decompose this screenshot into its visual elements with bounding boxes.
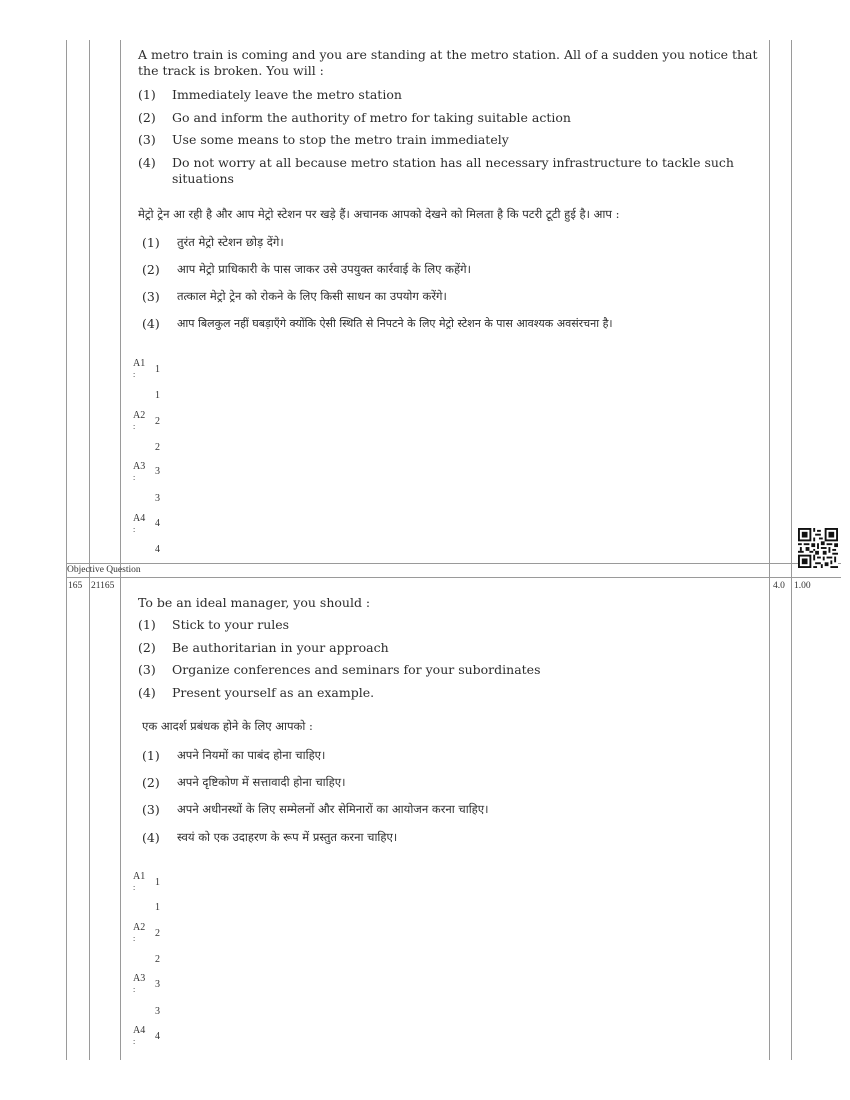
q1-prompt-line-1: A metro train is coming and you are standing at the metro station. All of a sudden you notice that <box>138 47 758 62</box>
q2-answer-2-colon: : <box>133 934 136 943</box>
q1-option-1-text: Immediately leave the metro station <box>172 87 402 102</box>
q2-answer-3-colon: : <box>133 985 136 994</box>
q1-hi-option-3-number: (3) <box>142 289 160 304</box>
q2-option-1-number: (1) <box>138 617 156 632</box>
col-line-5 <box>791 40 792 1060</box>
q1-option-4-text: Do not worry at all because metro station has all necessary infrastructure to tackle such <box>172 155 734 170</box>
q1-answer-2-colon: : <box>133 422 136 431</box>
q2-option-1-text: Stick to your rules <box>172 617 290 632</box>
q2-prompt: To be an ideal manager, you should : <box>138 595 371 610</box>
q2-answer-1-colon: : <box>133 883 136 892</box>
q2-hi-option-1-number: (1) <box>142 748 160 763</box>
q1-hi-option-4-text: आप बिलकुल नहीं घबड़ाएँगे क्योंकि ऐसी स्थिति से निपटने के लिए मेट्रो स्टेशन के पास आवश्यक अवसंरचना है। <box>177 317 613 330</box>
q1-option-3-number: (3) <box>138 132 156 147</box>
q2-answer-3-label: A3 <box>133 973 146 984</box>
q1-hi-option-1-text: तुरंत मेट्रो स्टेशन छोड़ देंगे। <box>177 235 284 249</box>
q2-answer-3-value-2: 3 <box>155 1006 160 1017</box>
q1-answer-3-value: 3 <box>155 466 160 477</box>
q2-hi-option-2-number: (2) <box>142 775 160 790</box>
q2-hi-option-2-text: अपने दृष्टिकोण में सत्तावादी होना चाहिए। <box>177 775 346 789</box>
q2-hindi-prompt: एक आदर्श प्रबंधक होने के लिए आपको : <box>142 719 313 733</box>
q1-prompt-line-2: the track is broken. You will : <box>138 63 324 78</box>
q2-answer-4-value: 4 <box>155 1031 160 1042</box>
question-id: 21165 <box>91 581 115 591</box>
question-number: 165 <box>68 581 83 591</box>
col-line-4 <box>769 40 770 1060</box>
q1-answer-2-value-2: 2 <box>155 442 160 453</box>
q1-option-2-number: (2) <box>138 110 156 125</box>
q2-hi-option-3-text: अपने अधीनस्थों के लिए सम्मेलनों और सेमिनारों का आयोजन करना चाहिए। <box>177 802 489 816</box>
q2-option-4-number: (4) <box>138 685 156 700</box>
q1-answer-2-value: 2 <box>155 416 160 427</box>
question-type-label: Objective Question <box>67 565 141 575</box>
q1-option-4-number: (4) <box>138 155 156 170</box>
q1-answer-3-value-2: 3 <box>155 493 160 504</box>
q2-answer-2-label: A2 <box>133 922 146 933</box>
q1-option-3-text: Use some means to stop the metro train immediately <box>172 132 509 147</box>
q2-answer-3-value: 3 <box>155 979 160 990</box>
q1-answer-4-label: A4 <box>133 513 146 524</box>
row-divider-top <box>66 563 841 564</box>
question-marks: 4.0 <box>773 581 785 591</box>
q2-option-2-text: Be authoritarian in your approach <box>172 640 389 655</box>
q2-answer-4-label: A4 <box>133 1025 146 1036</box>
q2-option-4-text: Present yourself as an example. <box>172 685 375 700</box>
col-line-1 <box>66 40 67 1060</box>
q1-answer-3-label: A3 <box>133 461 146 472</box>
q1-answer-1-value-2: 1 <box>155 390 160 401</box>
q1-option-4-text-cont: situations <box>172 171 234 186</box>
col-line-2 <box>89 40 90 1060</box>
q1-hi-option-1-number: (1) <box>142 235 160 250</box>
col-line-3 <box>120 40 121 1060</box>
q1-option-1-number: (1) <box>138 87 156 102</box>
q1-answer-4-value-2: 4 <box>155 544 160 555</box>
q2-answer-4-colon: : <box>133 1037 136 1046</box>
q2-hi-option-4-number: (4) <box>142 830 160 845</box>
q2-option-3-text: Organize conferences and seminars for your subordinates <box>172 662 541 677</box>
question-negative-marks: 1.00 <box>794 581 811 591</box>
q1-answer-2-label: A2 <box>133 410 146 421</box>
q2-answer-2-value-2: 2 <box>155 954 160 965</box>
row-divider-bottom <box>66 577 841 578</box>
q1-hindi-prompt: मेट्रो ट्रेन आ रही है और आप मेट्रो स्टेशन पर खड़े हैं। अचानक आपको देखने को मिलता है कि पटरी टूटी हुई है। आप : <box>138 207 620 221</box>
q1-answer-1-colon: : <box>133 370 136 379</box>
q1-hi-option-3-text: तत्काल मेट्रो ट्रेन को रोकने के लिए किसी साधन का उपयोग करेंगे। <box>177 289 447 303</box>
q2-answer-1-label: A1 <box>133 871 146 882</box>
q2-option-2-number: (2) <box>138 640 156 655</box>
q2-answer-2-value: 2 <box>155 928 160 939</box>
q1-answer-1-label: A1 <box>133 358 146 369</box>
qr-code-icon <box>798 528 838 568</box>
q1-answer-4-colon: : <box>133 525 136 534</box>
q2-answer-1-value-2: 1 <box>155 902 160 913</box>
q1-answer-3-colon: : <box>133 473 136 482</box>
q2-hi-option-3-number: (3) <box>142 802 160 817</box>
q2-hi-option-1-text: अपने नियमों का पाबंद होना चाहिए। <box>177 748 326 762</box>
q1-hi-option-4-number: (4) <box>142 316 160 331</box>
q1-hi-option-2-text: आप मेट्रो प्राधिकारी के पास जाकर उसे उपयुक्त कार्रवाई के लिए कहेंगे। <box>177 262 471 276</box>
q1-answer-1-value: 1 <box>155 364 160 375</box>
q1-option-2-text: Go and inform the authority of metro for taking suitable action <box>172 110 571 125</box>
q1-answer-4-value: 4 <box>155 518 160 529</box>
q2-answer-1-value: 1 <box>155 877 160 888</box>
q1-hi-option-2-number: (2) <box>142 262 160 277</box>
q2-option-3-number: (3) <box>138 662 156 677</box>
q2-hi-option-4-text: स्वयं को एक उदाहरण के रूप में प्रस्तुत करना चाहिए। <box>177 830 398 844</box>
